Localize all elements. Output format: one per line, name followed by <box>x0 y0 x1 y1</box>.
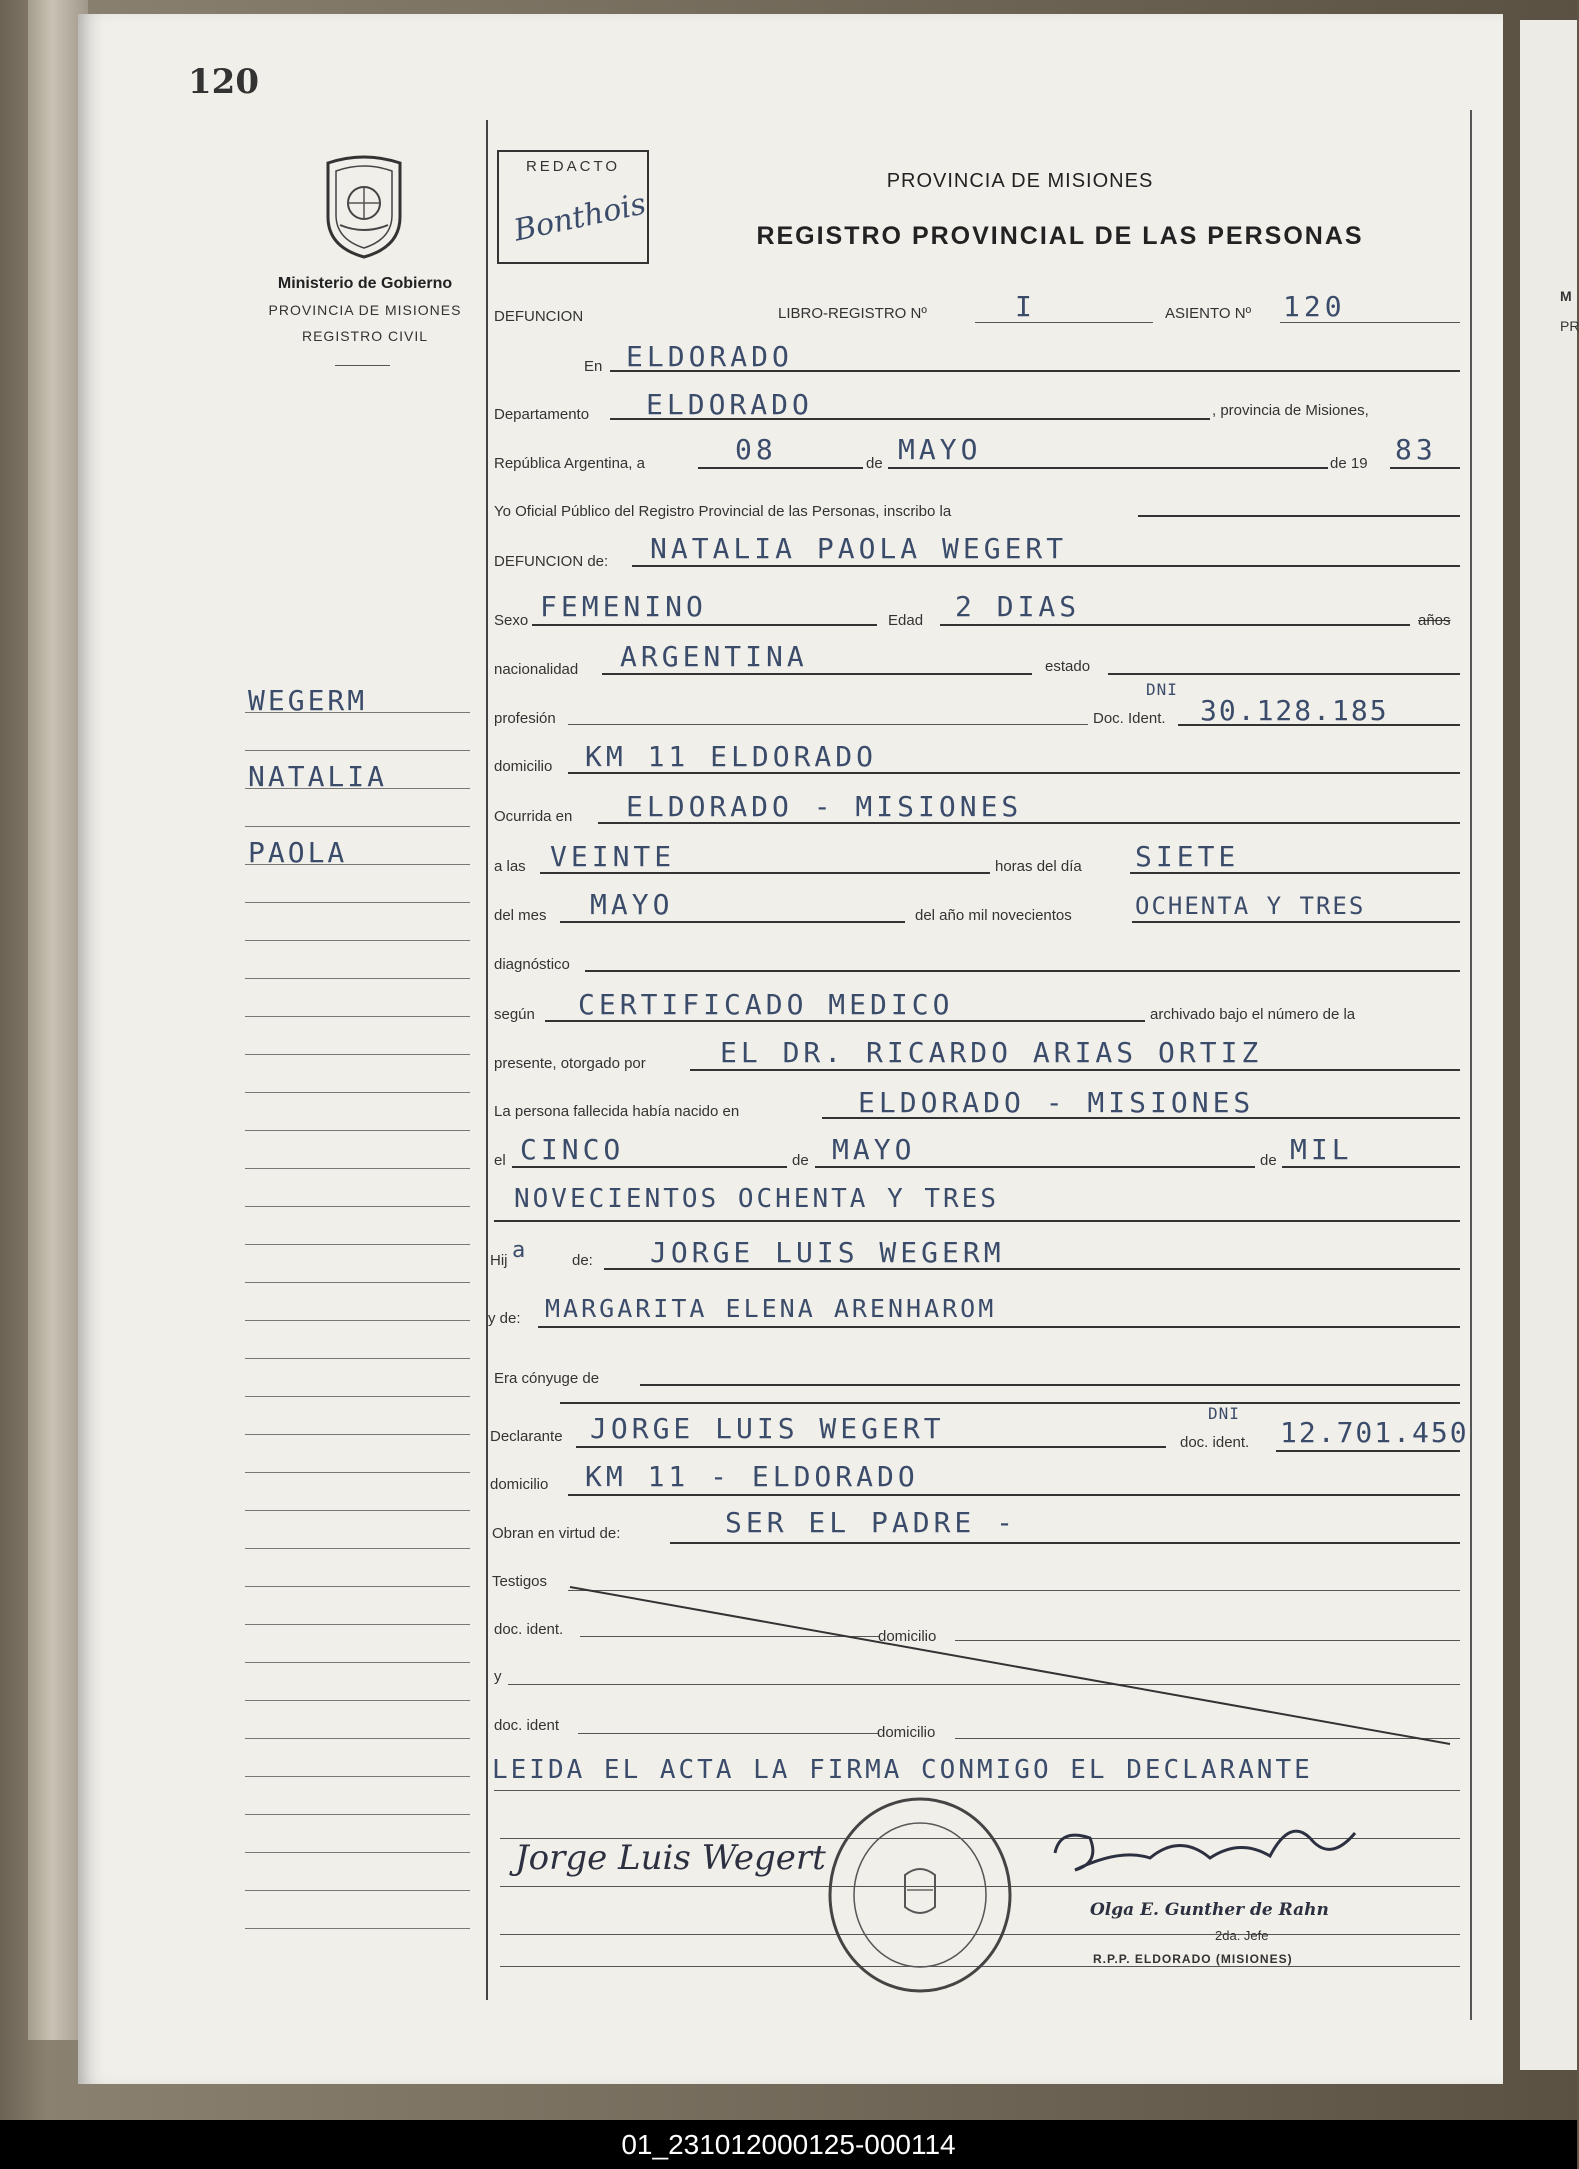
right-page-edge <box>1520 20 1577 2070</box>
rule <box>560 921 905 923</box>
office-stamp-text: R.P.P. ELDORADO (MISIONES) <box>1093 1952 1293 1966</box>
rule <box>670 1542 1460 1544</box>
value-en: ELDORADO <box>626 340 793 373</box>
margin-surname: WEGERM <box>248 684 368 717</box>
value-ano: 83 <box>1395 433 1437 466</box>
label-doc-ident-decl: doc. ident. <box>1180 1434 1250 1451</box>
label-de: de <box>866 455 883 472</box>
value-edad: 2 DIAS <box>955 590 1081 623</box>
rule <box>1282 1166 1460 1168</box>
margin-rule <box>245 750 470 751</box>
margin-rule <box>245 1320 470 1321</box>
label-de-padre: de: <box>572 1252 593 1269</box>
margin-rule <box>245 1092 470 1093</box>
value-mes: MAYO <box>898 433 982 466</box>
value-closing: LEIDA EL ACTA LA FIRMA CONMIGO EL DECLARANTE <box>492 1755 1313 1785</box>
value-asiento-no: 120 <box>1283 290 1346 323</box>
rule <box>940 624 1410 626</box>
rule <box>1276 1450 1460 1452</box>
rule <box>568 724 1088 725</box>
value-nac-dia: CINCO <box>520 1133 625 1166</box>
margin-divider <box>486 120 488 2000</box>
margin-rule <box>245 1662 470 1663</box>
rule <box>532 624 877 626</box>
value-doc-ident: 30.128.185 <box>1200 694 1389 727</box>
label-de-mes: de <box>792 1152 809 1169</box>
value-nacido-en: ELDORADO - MISIONES <box>858 1086 1255 1119</box>
value-dia-muerte: SIETE <box>1135 840 1240 873</box>
redacto-box <box>497 150 649 264</box>
rule <box>568 1494 1460 1496</box>
rule <box>975 322 1153 323</box>
value-ano-muerte: OCHENTA Y TRES <box>1135 892 1366 920</box>
label-profesion: profesión <box>494 710 556 727</box>
label-domicilio: domicilio <box>494 758 553 775</box>
rule <box>815 1166 1255 1168</box>
value-ocurrida: ELDORADO - MISIONES <box>626 790 1023 823</box>
page-right-border <box>1470 110 1472 2020</box>
margin-rule <box>245 1890 470 1891</box>
margin-rule <box>245 1624 470 1625</box>
margin-rule <box>245 1586 470 1587</box>
margin-rule <box>245 1472 470 1473</box>
rule <box>538 1326 1460 1328</box>
label-de-mil: de <box>1260 1152 1277 1169</box>
label-doc-ident-t2: doc. ident <box>494 1717 560 1734</box>
rule <box>512 1166 787 1168</box>
value-nombre: NATALIA PAOLA WEGERT <box>650 532 1068 565</box>
label-hij: Hij <box>490 1252 508 1269</box>
declarant-signature: Jorge Luis Wegert <box>515 1838 826 1878</box>
rule <box>1108 673 1460 675</box>
value-domicilio: KM 11 ELDORADO <box>585 740 878 773</box>
label-obran: Obran en virtud de: <box>492 1525 621 1542</box>
margin-rule <box>245 1396 470 1397</box>
label-departamento: Departamento <box>494 406 590 423</box>
footer-image-id: 01_231012000125-000114 <box>0 2120 1577 2169</box>
official-stamp <box>825 1795 1015 1995</box>
rule <box>560 1402 1460 1404</box>
margin-rule <box>245 1054 470 1055</box>
label-estado: estado <box>1045 658 1091 675</box>
ministry-underline <box>335 365 390 366</box>
margin-rule <box>245 1282 470 1283</box>
value-dni-mark: DNI <box>1146 680 1178 699</box>
rule <box>1132 921 1460 923</box>
value-sexo: FEMENINO <box>540 590 707 623</box>
rule <box>632 565 1460 567</box>
ministry-province: PROVINCIA DE MISIONES <box>268 302 462 318</box>
label-doc-ident-t1: doc. ident. <box>494 1621 564 1638</box>
margin-rule <box>245 1510 470 1511</box>
value-decl-domicilio: KM 11 - ELDORADO <box>585 1460 919 1493</box>
rule <box>698 467 863 469</box>
officer-name: Olga E. Gunther de Rahn <box>1090 1900 1329 1920</box>
margin-rule <box>245 1016 470 1017</box>
margin-rule <box>245 1168 470 1169</box>
margin-rule <box>245 1776 470 1777</box>
label-ano-mil: del año mil novecientos <box>915 907 1072 924</box>
label-diagnostico: diagnóstico <box>494 956 570 973</box>
value-libro-no: I <box>1015 290 1036 323</box>
value-nac-mes: MAYO <box>832 1133 916 1166</box>
value-decl-doc: 12.701.450 <box>1280 1416 1469 1449</box>
label-ocurrida: Ocurrida en <box>494 808 573 825</box>
margin-rule <box>245 1358 470 1359</box>
value-declarante: JORGE LUIS WEGERT <box>590 1412 945 1445</box>
value-nac-ano: NOVECIENTOS OCHENTA Y TRES <box>514 1184 999 1214</box>
coat-of-arms-icon <box>318 155 410 260</box>
margin-rule <box>245 1700 470 1701</box>
value-departamento: ELDORADO <box>646 388 813 421</box>
label-persona-fallecida: La persona fallecida había nacido en <box>494 1103 740 1120</box>
label-defuncion-de: DEFUNCION de: <box>494 553 609 570</box>
label-a-las: a las <box>494 858 526 875</box>
label-archivado: archivado bajo el número de la <box>1150 1006 1356 1023</box>
value-hij-suffix: a <box>512 1238 527 1263</box>
label-testigos: Testigos <box>492 1573 548 1590</box>
label-el: el <box>494 1152 506 1169</box>
value-padre: JORGE LUIS WEGERM <box>650 1236 1005 1269</box>
officer-title: 2da. Jefe <box>1215 1928 1269 1943</box>
header-registry: REGISTRO PROVINCIAL DE LAS PERSONAS <box>756 222 1364 250</box>
rule <box>602 673 1032 675</box>
margin-rule <box>245 1852 470 1853</box>
right-page-fragment: PR <box>1560 318 1579 334</box>
margin-rule <box>245 1814 470 1815</box>
margin-rule <box>245 1130 470 1131</box>
header-province: PROVINCIA DE MISIONES <box>886 170 1154 192</box>
ministry-registry: REGISTRO CIVIL <box>301 328 429 344</box>
rule <box>888 467 1328 469</box>
value-obran: SER EL PADRE - <box>725 1506 1018 1539</box>
label-republica: República Argentina, a <box>494 455 645 472</box>
label-domicilio-t2: domicilio <box>877 1724 936 1741</box>
label-yo-oficial: Yo Oficial Público del Registro Provincial de las Personas, inscribo la <box>494 503 952 520</box>
ministry-title: Ministerio de Gobierno <box>277 275 453 292</box>
label-en: En <box>584 358 603 375</box>
margin-rule <box>245 978 470 979</box>
label-provincia: , provincia de Misiones, <box>1212 402 1369 419</box>
value-hora: VEINTE <box>550 840 676 873</box>
margin-rule <box>245 1928 470 1929</box>
margin-rule <box>245 940 470 941</box>
margin-rule <box>245 1206 470 1207</box>
value-segun: CERTIFICADO MEDICO <box>578 988 954 1021</box>
label-anos: años <box>1418 612 1451 629</box>
label-declarante: Declarante <box>490 1428 563 1445</box>
label-conyuge: Era cónyuge de <box>494 1370 600 1387</box>
value-dia: 08 <box>735 433 777 466</box>
label-doc-ident: Doc. Ident. <box>1093 710 1166 727</box>
label-defuncion: DEFUNCION <box>494 308 584 325</box>
cancellation-line <box>560 1582 1460 1754</box>
page-number: 120 <box>188 62 259 102</box>
margin-rule <box>245 1244 470 1245</box>
value-mes-muerte: MAYO <box>590 888 674 921</box>
label-sexo: Sexo <box>494 612 529 629</box>
margin-rule <box>245 902 470 903</box>
rule <box>585 970 1460 972</box>
rule <box>1390 467 1460 469</box>
rule <box>640 1384 1460 1386</box>
label-segun: según <box>494 1006 535 1023</box>
margin-rule <box>245 826 470 827</box>
margin-middle-name: PAOLA <box>248 836 348 869</box>
value-decl-dni-mark: DNI <box>1208 1404 1240 1423</box>
redacto-label: REDACTO <box>525 158 621 175</box>
margin-first-name: NATALIA <box>248 760 388 793</box>
redacto-signature: Bonthois <box>510 186 650 249</box>
label-asiento: ASIENTO Nº <box>1165 305 1252 322</box>
label-libro: LIBRO-REGISTRO Nº <box>778 305 927 322</box>
rule <box>494 1220 1460 1222</box>
value-nac-mil: MIL <box>1290 1133 1353 1166</box>
label-domicilio-t1: domicilio <box>878 1628 937 1645</box>
label-presente: presente, otorgado por <box>494 1055 646 1072</box>
label-y-de: y de: <box>488 1310 521 1327</box>
rule <box>576 1446 1166 1448</box>
label-horas: horas del día <box>995 858 1082 875</box>
margin-rule <box>245 1434 470 1435</box>
officer-signature-scrawl <box>1040 1808 1370 1888</box>
value-otorgado: EL DR. RICARDO ARIAS ORTIZ <box>720 1036 1263 1069</box>
label-edad: Edad <box>888 612 924 629</box>
value-nacionalidad: ARGENTINA <box>620 640 808 673</box>
label-y: y <box>494 1668 502 1685</box>
label-nacionalidad: nacionalidad <box>494 661 579 678</box>
rule <box>1138 515 1460 517</box>
label-de-19: de 19 <box>1330 455 1368 472</box>
value-madre: MARGARITA ELENA ARENHAROM <box>545 1294 997 1323</box>
rule <box>494 1790 1460 1791</box>
label-domicilio-decl: domicilio <box>490 1476 549 1493</box>
margin-rule <box>245 1738 470 1739</box>
label-del-mes: del mes <box>494 907 547 924</box>
margin-rule <box>245 1548 470 1549</box>
rule <box>690 1069 1460 1071</box>
right-page-fragment: M <box>1560 288 1572 304</box>
